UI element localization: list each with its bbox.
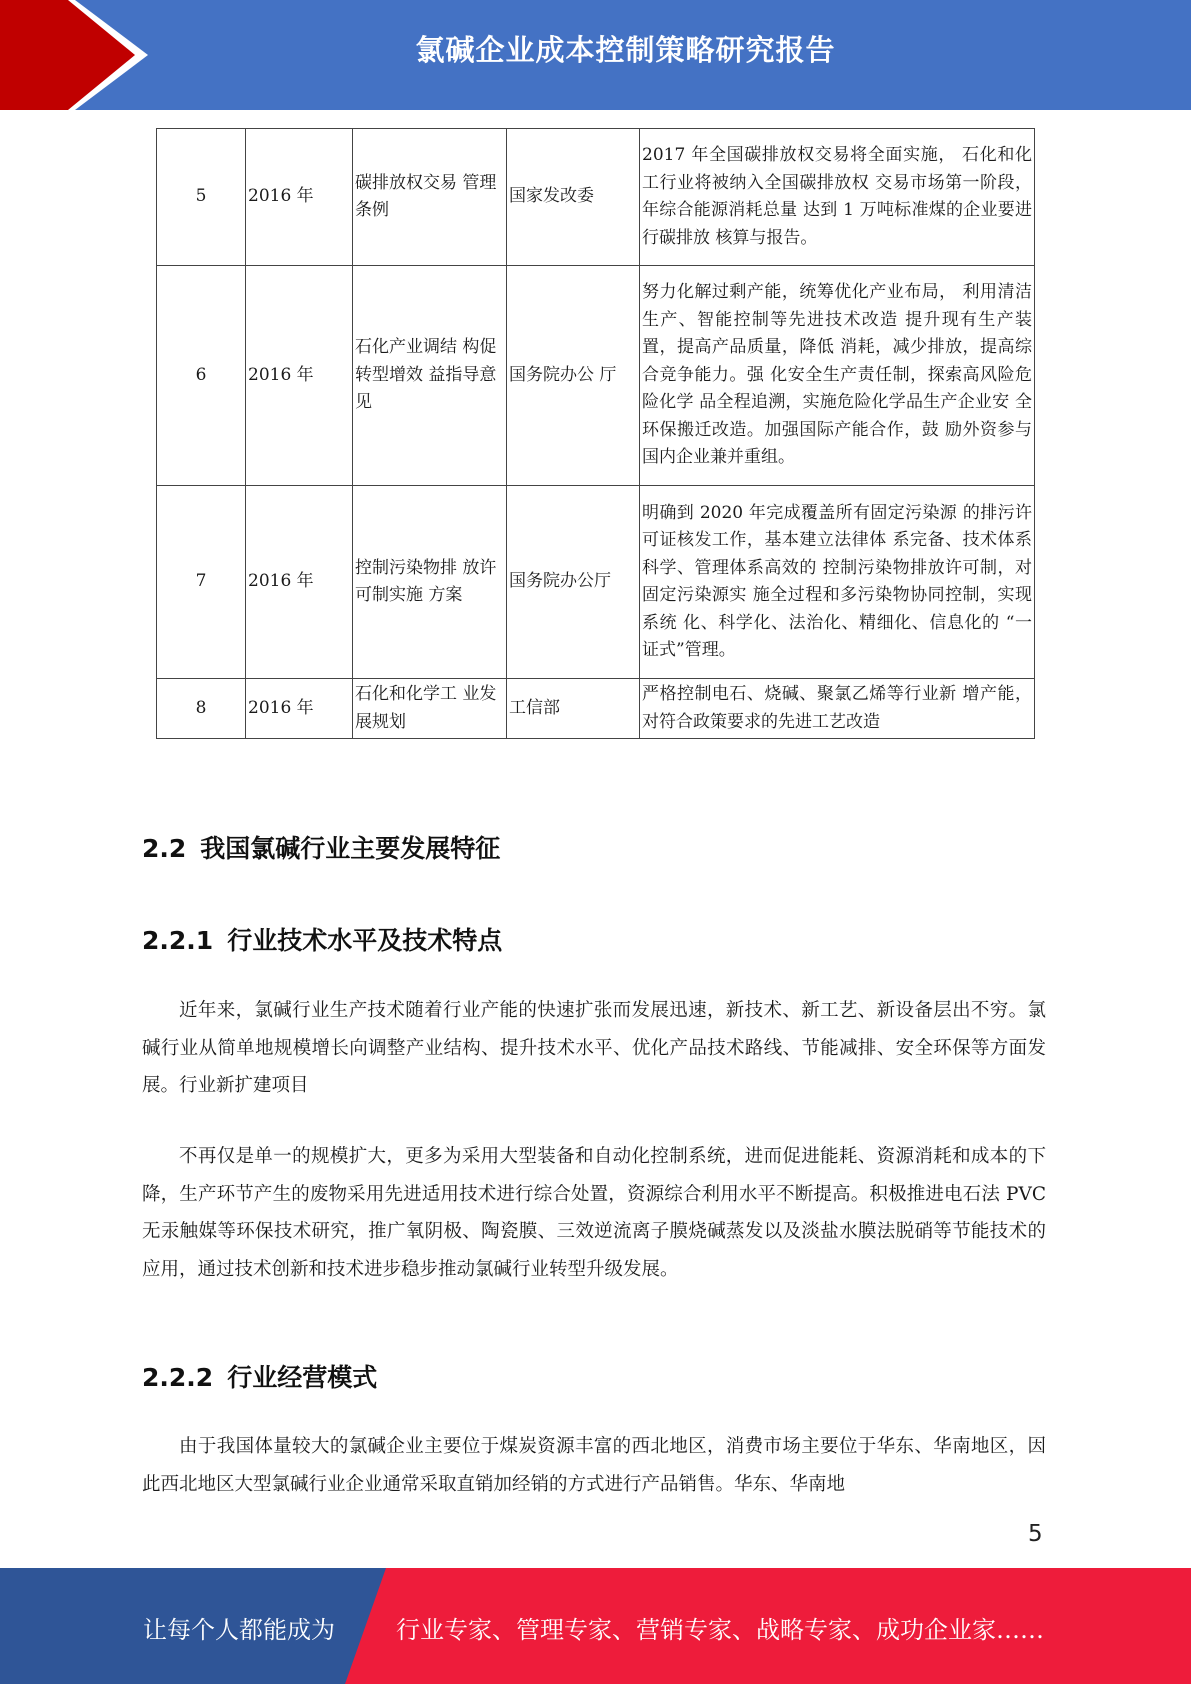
section-number: 2.2.2 xyxy=(142,1363,214,1392)
row-number: 6 xyxy=(157,266,246,486)
row-description: 明确到 2020 年完成覆盖所有固定污染源 的排污许可证核发工作，基本建立法律体 系完备、技术体系科学、管理体系高效的 控制污染物排放许可制，对固定污染源实 施全过程和多污染物协同控制，实现系统 化、科学化、法治化、精细化、信息化的 “一证式”管理。 xyxy=(640,486,1035,679)
row-description: 2017 年全国碳排放权交易将全面实施， 石化和化工行业将被纳入全国碳排放权 交易市场第一阶段，年综合能源消耗总量 达到 1 万吨标准煤的企业要进行碳排放 核算与报告。 xyxy=(640,129,1035,266)
row-year: 2016 年 xyxy=(246,266,353,486)
paragraph: 近年来，氯碱行业生产技术随着行业产能的快速扩张而发展迅速，新技术、新工艺、新设备层出不穷。氯碱行业从简单地规模增长向调整产业结构、提升技术水平、优化产品技术路线、节能减排、安全环保等方面发展。行业新扩建项目 xyxy=(142,1000,1046,1096)
row-year: 2016 年 xyxy=(246,679,353,739)
row-department: 国务院办公厅 xyxy=(507,486,640,679)
row-policy-name: 碳排放权交易 管理条例 xyxy=(353,129,507,266)
section-number: 2.2 xyxy=(142,834,187,863)
section-heading-2-2 xyxy=(142,829,500,865)
row-department: 国务院办公 厅 xyxy=(507,266,640,486)
row-number: 5 xyxy=(157,129,246,266)
table-row xyxy=(157,266,1035,486)
paragraph: 不再仅是单一的规模扩大，更多为采用大型装备和自动化控制系统，进而促进能耗、资源消耗和成本的下降，生产环节产生的废物采用先进适用技术进行综合处置，资源综合利用水平不断提高。积极推进电石法 PVC 无汞触媒等环保技术研究，推广氧阴极、陶瓷膜、三效逆流离子膜烧碱蒸发以及淡盐水膜法脱硝等节能技术的应用，通过技术创新和技术进步稳步推动氯碱行业转型升级发展。 xyxy=(142,1146,1046,1280)
row-department: 国家发改委 xyxy=(507,129,640,266)
paragraph: 由于我国体量较大的氯碱企业主要位于煤炭资源丰富的西北地区，消费市场主要位于华东、华南地区，因此西北地区大型氯碱行业企业通常采取直销加经销的方式进行产品销售。华东、华南地 xyxy=(142,1436,1046,1495)
table-row xyxy=(157,129,1035,266)
page-footer xyxy=(0,1568,1191,1684)
row-description: 努力化解过剩产能，统筹优化产业布局， 利用清洁生产、智能控制等先进技术改造 提升现有生产装置，提高产品质量，降低 消耗，减少排放，提高综合竞争能力。强 化安全生产责任制，探索高风险危险化学 品全程追溯，实施危险化学品生产企业安 全环保搬迁改造。加强国际产能合作，鼓 励外资参与国内企业兼并重组。 xyxy=(640,266,1035,486)
row-number: 8 xyxy=(157,679,246,739)
section-heading-2-2-2 xyxy=(142,1358,377,1394)
table-row xyxy=(157,486,1035,679)
row-department: 工信部 xyxy=(507,679,640,739)
row-policy-name: 控制污染物排 放许可制实施 方案 xyxy=(353,486,507,679)
row-year: 2016 年 xyxy=(246,486,353,679)
section-heading-2-2-1 xyxy=(142,921,502,957)
footer-slogan-right: 行业专家、管理专家、营销专家、战略专家、成功企业家…… xyxy=(396,1616,1044,1644)
row-description: 严格控制电石、烧碱、聚氯乙烯等行业新 增产能，对符合政策要求的先进工艺改造 xyxy=(640,679,1035,739)
report-title: 氯碱企业成本控制策略研究报告 xyxy=(415,33,836,67)
table-row xyxy=(157,679,1035,739)
section-title: 行业经营模式 xyxy=(227,1363,378,1392)
section-title: 我国氯碱行业主要发展特征 xyxy=(200,834,501,863)
row-policy-name: 石化产业调结 构促转型增效 益指导意见 xyxy=(353,266,507,486)
section-number: 2.2.1 xyxy=(142,926,214,955)
page-number: 5 xyxy=(1028,1521,1043,1547)
row-policy-name: 石化和化学工 业发展规划 xyxy=(353,679,507,739)
policy-table xyxy=(156,128,1035,739)
section-title: 行业技术水平及技术特点 xyxy=(227,926,503,955)
row-year: 2016 年 xyxy=(246,129,353,266)
footer-slogan-left: 让每个人都能成为 xyxy=(143,1616,335,1644)
page-header xyxy=(0,0,1191,110)
row-number: 7 xyxy=(157,486,246,679)
